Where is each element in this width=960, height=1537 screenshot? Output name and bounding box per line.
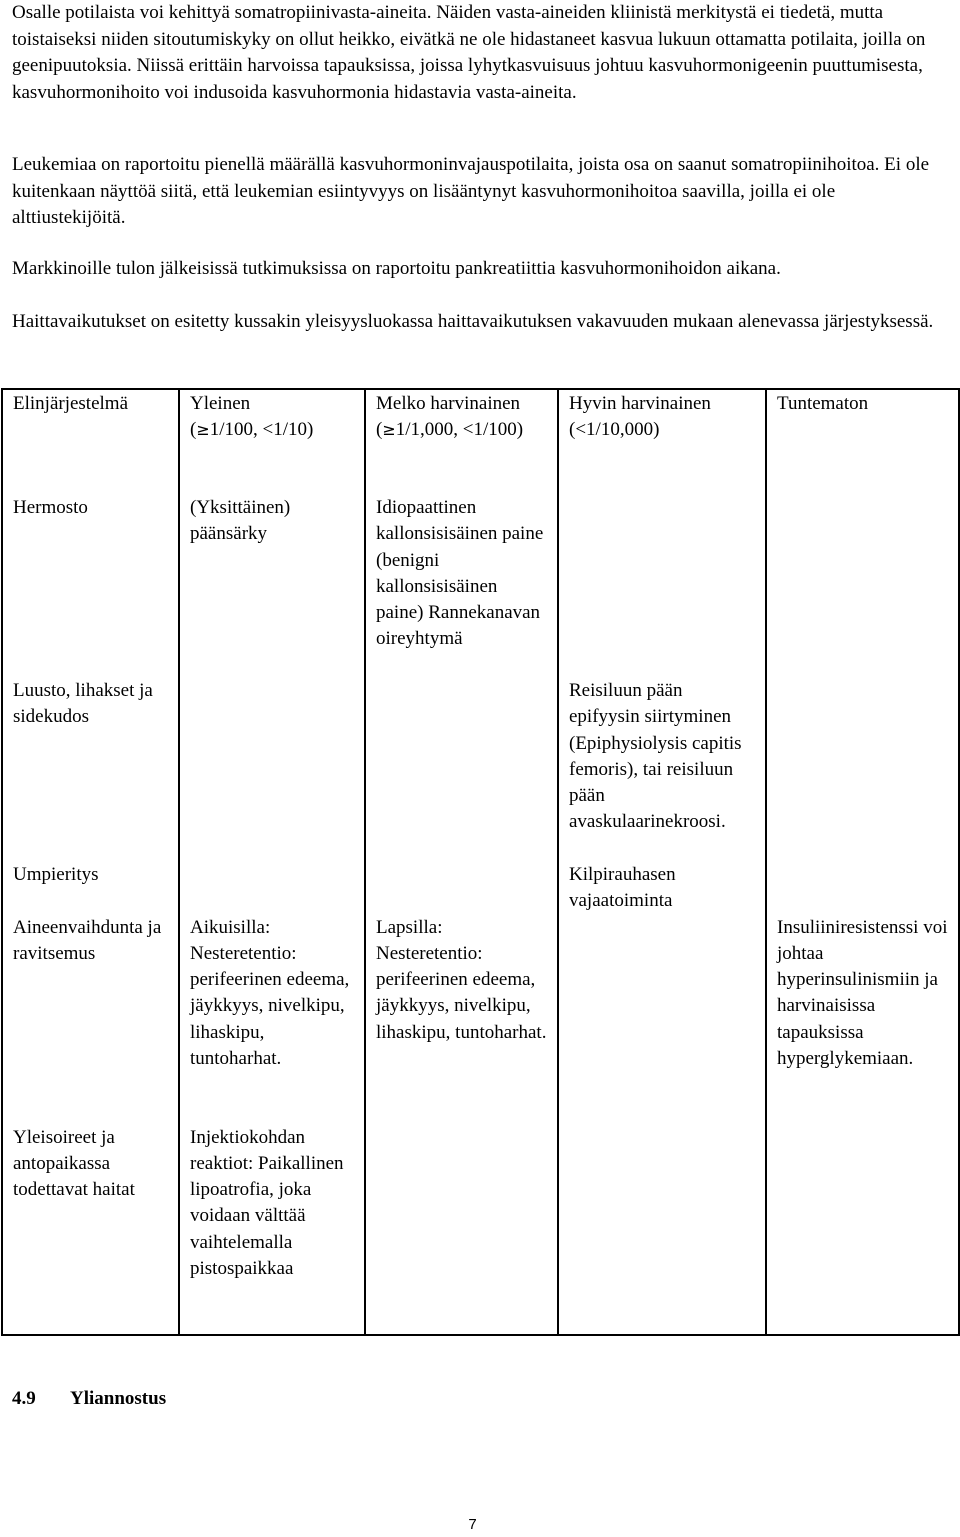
paragraph-severity-order: Haittavaikutukset on esitetty kussakin yleisyysluokassa haittavaikutuksen vakavuuden mukaan alenevassa järjestyksessä. — [12, 311, 934, 332]
row-very-rare — [558, 495, 766, 678]
paragraph-pancreatitis: Markkinoille tulon jälkeisissä tutkimuksissa on raportoitu pankreatiittia kasvuhormonihoidon aikana. — [12, 258, 781, 279]
row-organ: Luusto, lihakset ja sidekudos — [2, 678, 179, 862]
row-uncommon — [365, 1125, 558, 1335]
row-unknown — [766, 678, 959, 862]
row-unknown — [766, 862, 959, 915]
row-very-rare — [558, 915, 766, 1125]
section-number: 4.9 — [12, 1388, 36, 1409]
row-common — [179, 678, 365, 862]
table-header-row — [2, 389, 959, 495]
row-uncommon: Lapsilla: Nesteretentio: perifeerinen edeema, jäykkyys, nivelkipu, lihaskipu, tuntoharhat. — [365, 915, 558, 1125]
header-unknown: Tuntematon — [766, 389, 959, 495]
paragraph-antibodies: Osalle potilaista voi kehittyä somatropiinivasta-aineita. Näiden vasta-aineiden kliinistä merkitystä ei tiedetä, mutta toistaiseksi niiden sitoutumiskyky on ollut heikko, eivätkä ne ole hidastaneet kasvua lukuun ottamatta potilaita, joilla on geenipuutoksia. Niissä erittäin harvoissa tapauksissa, joissa lyhytkasvuisuus johtuu kasvuhormonigeenin puuttumisesta, kasvuhormonihoito voi indusoida kasvuhormonia hidastavia vasta-aineita. — [12, 2, 926, 103]
header-uncommon: Melko harvinainen (≥1/1,000, <1/100) — [365, 389, 558, 495]
header-organ-class: Elinjärjestelmä — [2, 389, 179, 495]
row-common — [179, 862, 365, 915]
page-number: 7 — [468, 1516, 477, 1533]
row-unknown — [766, 495, 959, 678]
row-common: Aikuisilla: Nesteretentio: perifeerinen edeema, jäykkyys, nivelkipu, lihaskipu, tuntoharhat. — [179, 915, 365, 1125]
paragraph-leukemia: Leukemiaa on raportoitu pienellä määrällä kasvuhormoninvajauspotilaita, joista osa on saanut somatropiinihoitoa. Ei ole kuitenkaan näyttöä siitä, että leukemian esiintyvyys on lisääntynyt kasvuhormonihoitoa saavilla, joilla ei ole alttiustekijöitä. — [12, 154, 930, 228]
section-heading — [12, 1386, 166, 1412]
row-organ: Aineenvaihdunta ja ravitsemus — [2, 915, 179, 1125]
table-row — [2, 915, 959, 1125]
section-title: Yliannostus — [70, 1388, 167, 1409]
row-uncommon: Idiopaattinen kallonsisisäinen paine (benigni kallonsisisäinen paine) Rannekanavan oireyhtymä — [365, 495, 558, 678]
row-common: (Yksittäinen) päänsärky — [179, 495, 365, 678]
row-organ: Hermosto — [2, 495, 179, 678]
row-very-rare: Kilpirauhasen vajaatoiminta — [558, 862, 766, 915]
header-very-rare: Hyvin harvinainen (<1/10,000) — [558, 389, 766, 495]
row-very-rare: Reisiluun pään epifyysin siirtyminen (Epiphysiolysis capitis femoris), tai reisiluun pään avaskulaarinekroosi. — [558, 678, 766, 862]
header-common: Yleinen (≥1/100, <1/10) — [179, 389, 365, 495]
row-organ: Umpieritys — [2, 862, 179, 915]
table-row — [2, 862, 959, 915]
row-uncommon — [365, 862, 558, 915]
row-common: Injektiokohdan reaktiot: Paikallinen lipoatrofia, joka voidaan välttää vaihtelemalla pistospaikkaa — [179, 1125, 365, 1335]
row-unknown — [766, 1125, 959, 1335]
row-organ: Yleisoireet ja antopaikassa todettavat haitat — [2, 1125, 179, 1335]
table-row — [2, 678, 959, 862]
table-row — [2, 495, 959, 678]
row-very-rare — [558, 1125, 766, 1335]
table-row — [2, 1125, 959, 1335]
adverse-effects-table — [1, 388, 960, 1336]
row-uncommon — [365, 678, 558, 862]
row-unknown: Insuliiniresistenssi voi johtaa hyperinsulinismiin ja harvinaisissa tapauksissa hyperglykemiaan. — [766, 915, 959, 1125]
